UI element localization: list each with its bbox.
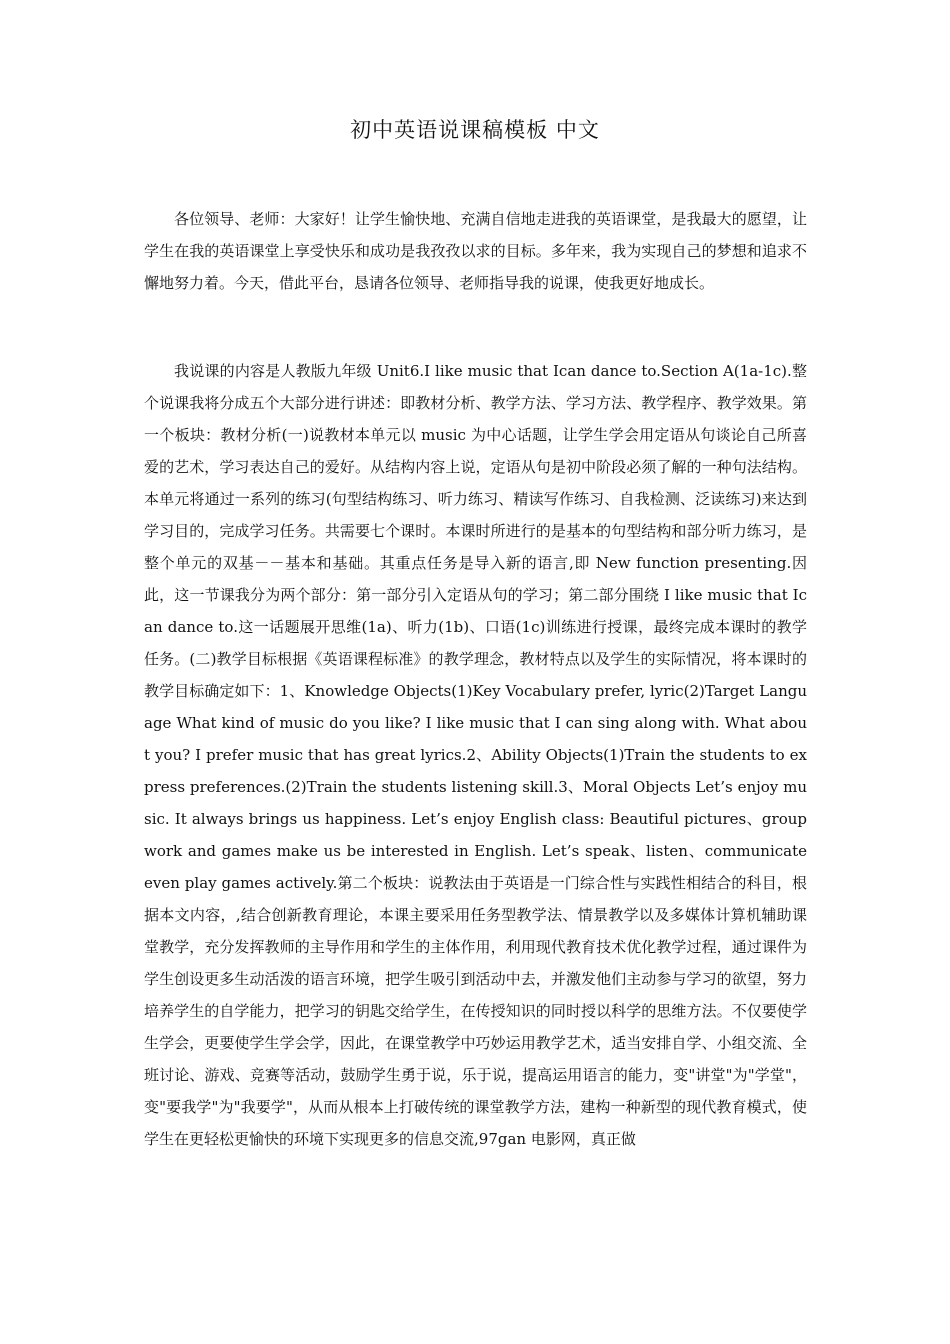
paragraph-lesson-content: 我说课的内容是人教版九年级 Unit6.I like music that Ican dance to.Section A(1a-1c).整个说课我将分成五个大部分进行讲述：即教材分析、教学方法、学习方法、教学程序、教学效果。第一个板块：教材分析(一)说教材本单元以 music 为中心话题，让学生学会用定语从句谈论自己所喜爱的艺术，学习表达自己的爱好。从结构内容上说，定语从句是初中阶段必须了解的一种句法结构。本单元将通过一系列的练习(句型结构练习、听力练习、精读写作练习、自我检测、泛读练习)来达到学习目的，完成学习任务。共需要七个课时。本课时所进行的是基本的句型结构和部分听力练习，是整个单元的双基－－基本和基础。其重点任务是导入新的语言,即 New function presenting.因此，这一节课我分为两个部分：第一部分引入定语从句的学习；第二部分围绕 I like music that Ican dance to.这一话题展开思维(1a)、听力(1b)、口语(1c)训练进行授课，最终完成本课时的教学任务。(二)教学目标根据《英语课程标准》的教学理念，教材特点以及学生的实际情况，将本课时的教学目标确定如下：1、Knowledge Objects(1)Key Vocabulary prefer, lyric(2)Target Language What kind of music do you like? I like music that I can sing along with. What about you? I prefer music that has great lyrics.2、Ability Objects(1)Train the students to express preferences.(2)Train the students listening skill.3、Moral Objects Let’s enjoy music. It always brings us happiness. Let’s enjoy English class: Beautiful pictures、group work and games make us be interested in English. Let’s speak、listen、communicate even play games actively.第二个板块：说教法由于英语是一门综合性与实践性相结合的科目，根据本文内容，,结合创新教育理论，本课主要采用任务型教学法、情景教学以及多媒体计算机辅助课堂教学，充分发挥教师的主导作用和学生的主体作用，利用现代教育技术优化教学过程，通过课件为学生创设更多生动活泼的语言环境，把学生吸引到活动中去，并激发他们主动参与学习的欲望，努力培养学生的自学能力，把学习的钥匙交给学生，在传授知识的同时授以科学的思维方法。不仅要使学生学会，更要使学生学会学，因此，在课堂教学中巧妙运用教学艺术，适当安排自学、小组交流、全班讨论、游戏、竞赛等活动，鼓励学生勇于说，乐于说，提高运用语言的能力，变"讲堂"为"学堂"，变"要我学"为"我要学"，从而从根本上打破传统的课堂教学方法，建构一种新型的现代教育模式，使学生在更轻松更愉快的环境下实现更多的信息交流,97gan 电影网，真正做 <box>144 362 807 1148</box>
document-title: 初中英语说课稿模板 中文 <box>350 118 600 142</box>
paragraph-greeting: 各位领导、老师：大家好！让学生愉快地、充满自信地走进我的英语课堂，是我最大的愿望，让学生在我的英语课堂上享受快乐和成功是我孜孜以求的目标。多年来，我为实现自己的梦想和追求不懈地努力着。今天，借此平台，恳请各位领导、老师指导我的说课，使我更好地成长。 <box>144 210 807 292</box>
